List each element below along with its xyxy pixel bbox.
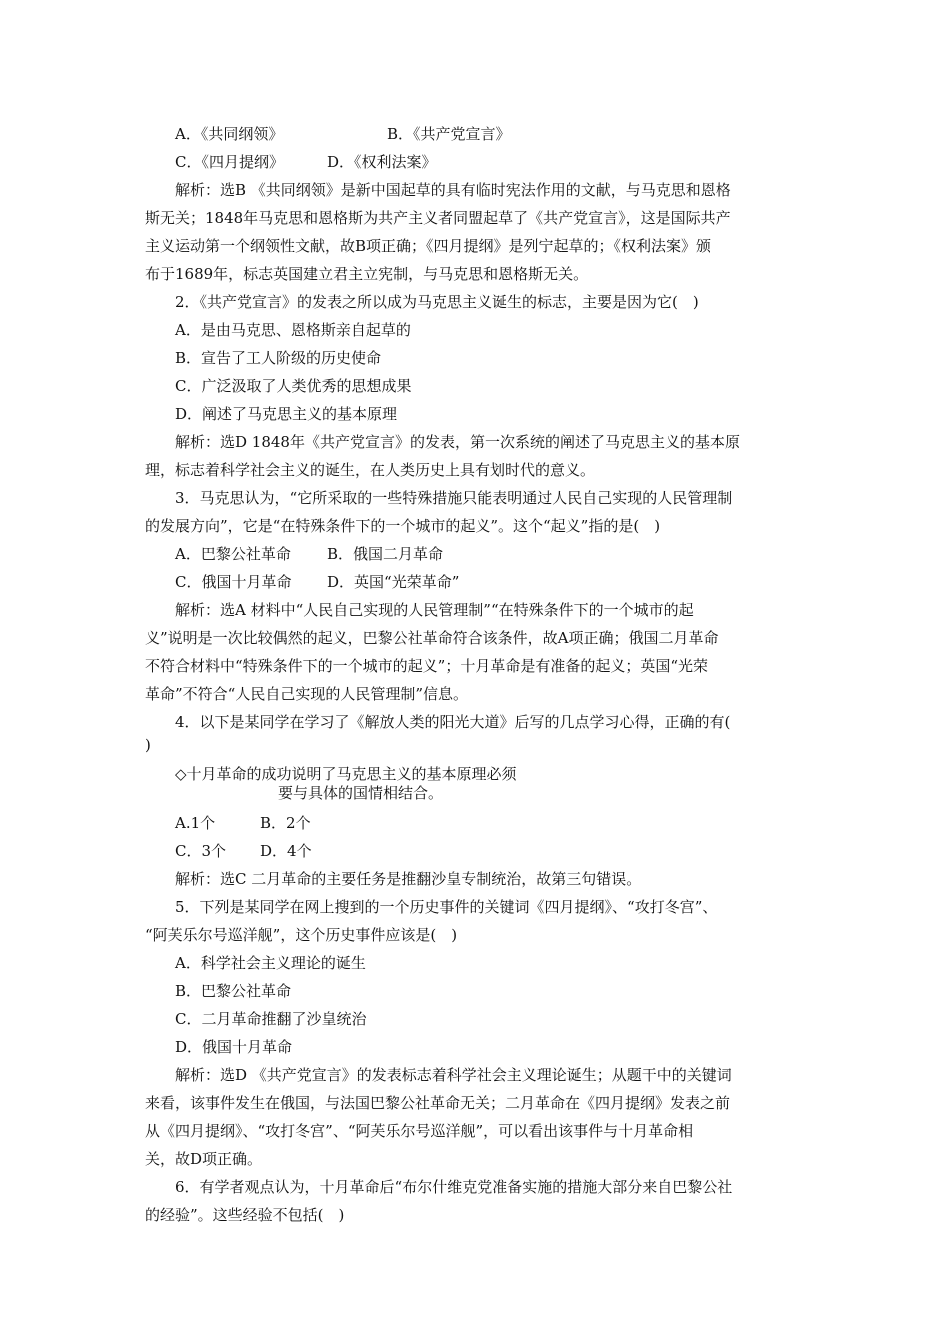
option-b: B．巴黎公社革命 — [175, 982, 292, 1000]
analysis-line: 解析：选D 1848年《共产党宣言》的发表，第一次系统的阐述了马克思主义的基本原 — [175, 433, 740, 451]
option-d: D．4个 — [260, 842, 312, 860]
option-a: A．科学社会主义理论的诞生 — [175, 954, 366, 972]
option-a: A．是由马克思、恩格斯亲自起草的 — [175, 321, 411, 339]
question-stem: 5．下列是某同学在网上搜到的一个历史事件的关键词《四月提纲》、“攻打冬宫”、 — [175, 898, 718, 916]
analysis-line: 从《四月提纲》、“攻打冬宫”、“阿芙乐尔号巡洋舰”，可以看出该事件与十月革命相 — [145, 1122, 694, 1140]
analysis-line: 义”说明是一次比较偶然的起义，巴黎公社革命符合该条件，故A项正确；俄国二月革命 — [145, 629, 719, 647]
option-c: C．俄国十月革命 — [175, 573, 292, 591]
option-d: D．英国“光荣革命” — [327, 573, 460, 591]
option-b: B．宣告了工人阶级的历史使命 — [175, 349, 382, 367]
analysis-line: 布于1689年，标志英国建立君主立宪制，与马克思和恩格斯无关。 — [145, 265, 589, 283]
question-stem: ) — [145, 736, 151, 754]
option-row — [175, 544, 810, 564]
option-a: A.1个 — [175, 814, 216, 832]
option-d: D．俄国十月革命 — [175, 1038, 293, 1056]
question-stem: 的经验”。这些经验不包括( ) — [145, 1206, 345, 1224]
option-c: C．《四月提纲》 — [175, 153, 284, 171]
analysis-line: 理，标志着科学社会主义的诞生，在人类历史上具有划时代的意义。 — [145, 461, 596, 479]
analysis-line: 解析：选C 二月革命的主要任务是推翻沙皇专制统治，故第三句错误。 — [175, 870, 642, 888]
option-b: B．2个 — [260, 814, 311, 832]
question-stem: “阿芙乐尔号巡洋舰”，这个历史事件应该是( ) — [145, 926, 458, 944]
option-row — [175, 124, 810, 144]
option-b: B．《共产党宣言》 — [387, 125, 511, 143]
option-row — [175, 813, 810, 833]
analysis-line: 关，故D项正确。 — [145, 1150, 263, 1168]
option-c: C．二月革命推翻了沙皇统治 — [175, 1010, 367, 1028]
quote-line: 要与具体的国情相结合。 — [278, 784, 444, 802]
option-c: C．3个 — [175, 842, 227, 860]
question-stem: 的发展方向”，它是“在特殊条件下的一个城市的起义”。这个“起义”指的是( ) — [145, 517, 661, 535]
option-row — [175, 841, 810, 861]
option-a: A．巴黎公社革命 — [175, 545, 291, 563]
option-b: B．俄国二月革命 — [327, 545, 444, 563]
option-row — [175, 572, 810, 592]
analysis-line: 斯无关；1848年马克思和恩格斯为共产主义者同盟起草了《共产党宣言》，这是国际共产 — [145, 209, 731, 227]
analysis-line: 解析：选B 《共同纲领》是新中国起草的具有临时宪法作用的文献，与马克思和恩格 — [175, 181, 731, 199]
option-c: C．广泛汲取了人类优秀的思想成果 — [175, 377, 412, 395]
quote-line: ◇十月革命的成功说明了马克思主义的基本原理必须 — [175, 765, 517, 783]
question-stem: 4．以下是某同学在学习了《解放人类的阳光大道》后写的几点学习心得，正确的有( — [175, 713, 731, 731]
question-stem: 6．有学者观点认为，十月革命后“布尔什维克党准备实施的措施大部分来自巴黎公社 — [175, 1178, 733, 1196]
option-d: D．《权利法案》 — [327, 153, 437, 171]
option-a: A．《共同纲领》 — [175, 125, 284, 143]
option-d: D．阐述了马克思主义的基本原理 — [175, 405, 398, 423]
analysis-line: 革命”不符合“人民自己实现的人民管理制”信息。 — [145, 685, 469, 703]
analysis-line: 来看，该事件发生在俄国，与法国巴黎公社革命无关；二月革命在《四月提纲》发表之前 — [145, 1094, 731, 1112]
analysis-line: 解析：选D 《共产党宣言》的发表标志着科学社会主义理论诞生；从题干中的关键词 — [175, 1066, 732, 1084]
question-stem: 3．马克思认为，“它所采取的一些特殊措施只能表明通过人民自己实现的人民管理制 — [175, 489, 733, 507]
option-row — [175, 152, 810, 172]
analysis-line: 解析：选A 材料中“人民自己实现的人民管理制”“在特殊条件下的一个城市的起 — [175, 601, 694, 619]
analysis-line: 不符合材料中“特殊条件下的一个城市的起义”；十月革命是有准备的起义；英国“光荣 — [145, 657, 709, 675]
analysis-line: 主义运动第一个纲领性文献，故B项正确；《四月提纲》是列宁起草的；《权利法案》颁 — [145, 237, 712, 255]
question-stem: 2．《共产党宣言》的发表之所以成为马克思主义诞生的标志，主要是因为它( ) — [175, 293, 699, 311]
